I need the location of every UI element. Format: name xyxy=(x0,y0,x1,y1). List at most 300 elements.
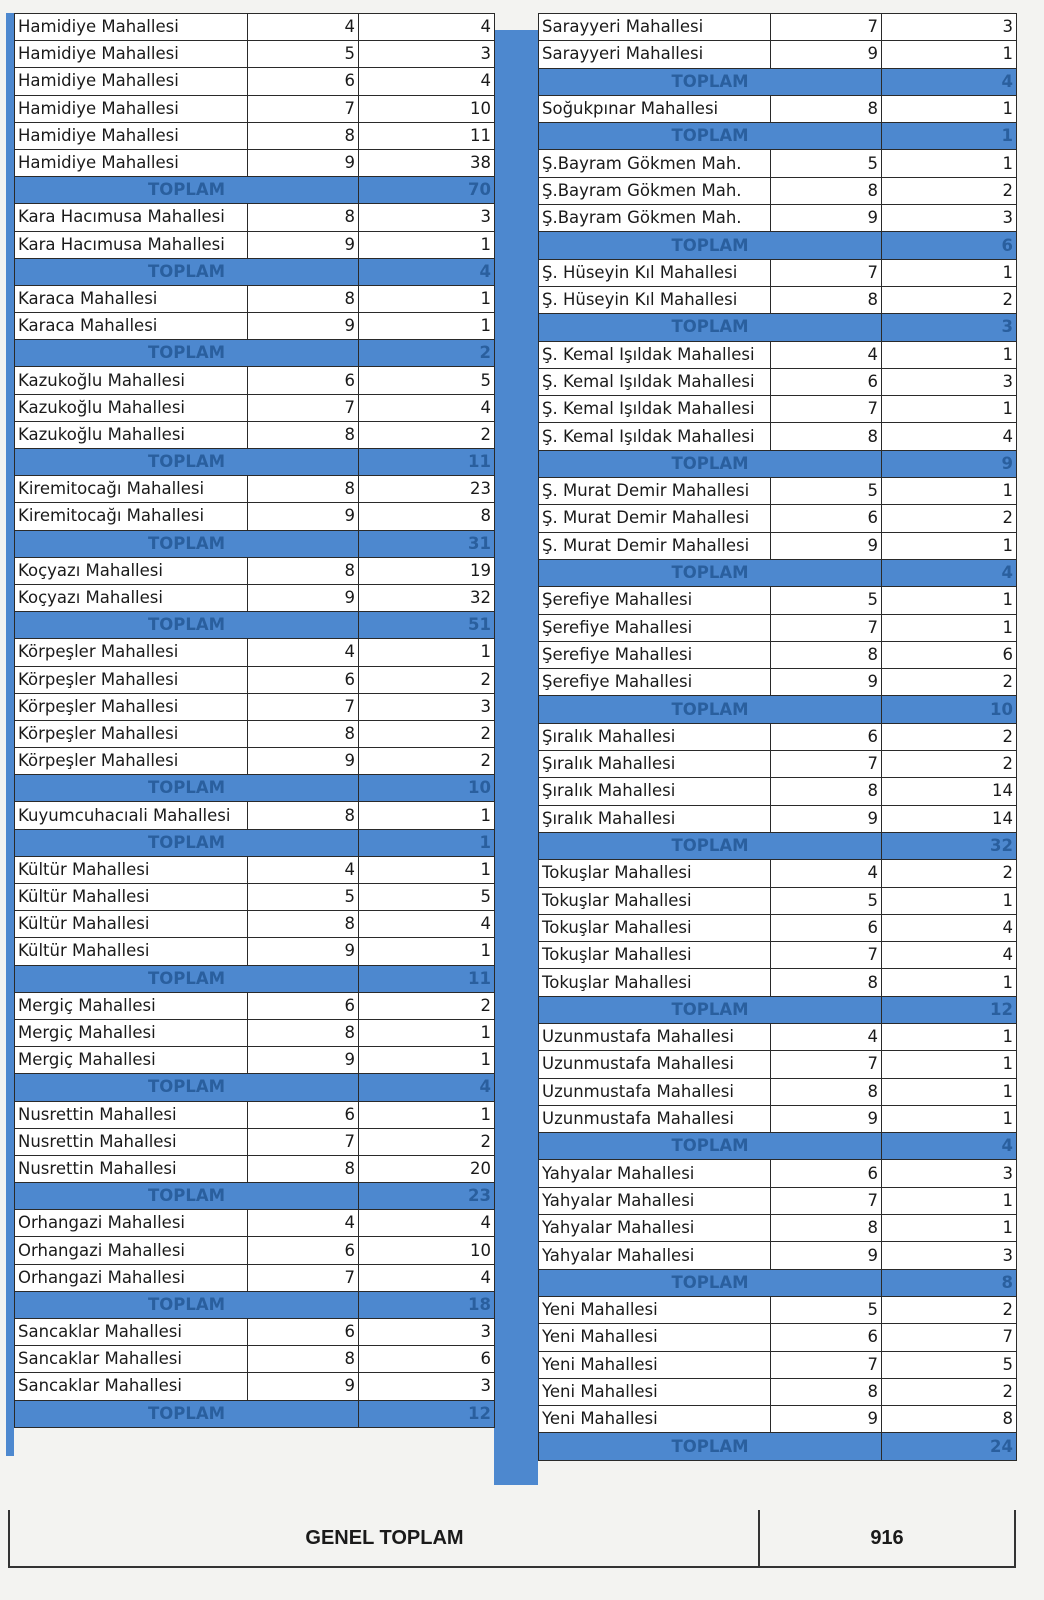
category-number: 7 xyxy=(248,95,359,122)
category-number: 9 xyxy=(248,748,359,775)
table-row xyxy=(15,68,495,95)
table-row xyxy=(15,1264,495,1291)
neighborhood-name: Orhangazi Mahallesi xyxy=(15,1264,248,1291)
total-value: 10 xyxy=(882,696,1017,723)
total-row xyxy=(539,1433,1017,1460)
neighborhood-name: Şerefiye Mahallesi xyxy=(539,669,771,696)
count-value: 1 xyxy=(882,1023,1017,1050)
category-number: 6 xyxy=(771,723,882,750)
total-row xyxy=(15,1291,495,1318)
count-value: 1 xyxy=(882,1215,1017,1242)
table-row xyxy=(539,914,1017,941)
table-row xyxy=(15,884,495,911)
right-table xyxy=(538,13,1017,1461)
neighborhood-name: Ş. Hüseyin Kıl Mahallesi xyxy=(539,286,771,313)
neighborhood-name: Yahyalar Mahallesi xyxy=(539,1215,771,1242)
total-row xyxy=(539,696,1017,723)
neighborhood-name: Kazukoğlu Mahallesi xyxy=(15,421,248,448)
total-row xyxy=(539,832,1017,859)
total-label: TOPLAM xyxy=(15,829,359,856)
table-row xyxy=(539,368,1017,395)
count-value: 10 xyxy=(359,95,495,122)
count-value: 1 xyxy=(882,478,1017,505)
category-number: 8 xyxy=(248,204,359,231)
table-row xyxy=(539,1351,1017,1378)
table-row xyxy=(539,669,1017,696)
category-number: 6 xyxy=(771,1160,882,1187)
table-row xyxy=(15,693,495,720)
count-value: 6 xyxy=(882,641,1017,668)
category-number: 7 xyxy=(771,942,882,969)
neighborhood-name: Kara Hacımusa Mahallesi xyxy=(15,231,248,258)
total-value: 8 xyxy=(882,1269,1017,1296)
count-value: 2 xyxy=(882,505,1017,532)
count-value: 10 xyxy=(359,1237,495,1264)
category-number: 7 xyxy=(771,1187,882,1214)
total-label: TOPLAM xyxy=(15,1074,359,1101)
count-value: 1 xyxy=(882,396,1017,423)
category-number: 8 xyxy=(248,1019,359,1046)
neighborhood-name: Körpeşler Mahallesi xyxy=(15,720,248,747)
table-row xyxy=(15,1210,495,1237)
grand-total-row xyxy=(9,1510,1015,1567)
table-row xyxy=(539,396,1017,423)
table-row xyxy=(539,1051,1017,1078)
table-row xyxy=(539,423,1017,450)
neighborhood-name: Hamidiye Mahallesi xyxy=(15,95,248,122)
table-row xyxy=(15,1019,495,1046)
category-number: 4 xyxy=(771,341,882,368)
table-row xyxy=(15,1101,495,1128)
total-row xyxy=(15,829,495,856)
count-value: 14 xyxy=(882,805,1017,832)
table-row xyxy=(539,1296,1017,1323)
total-label: TOPLAM xyxy=(539,696,882,723)
table-row xyxy=(15,503,495,530)
count-value: 2 xyxy=(359,666,495,693)
neighborhood-name: Yeni Mahallesi xyxy=(539,1406,771,1433)
total-label: TOPLAM xyxy=(539,232,882,259)
count-value: 2 xyxy=(359,748,495,775)
neighborhood-name: Yahyalar Mahallesi xyxy=(539,1160,771,1187)
table-row xyxy=(539,150,1017,177)
count-value: 4 xyxy=(359,1210,495,1237)
table-row xyxy=(539,1160,1017,1187)
category-number: 5 xyxy=(771,887,882,914)
total-row xyxy=(15,340,495,367)
category-number: 6 xyxy=(248,1319,359,1346)
neighborhood-name: Kültür Mahallesi xyxy=(15,938,248,965)
category-number: 8 xyxy=(771,641,882,668)
table-row xyxy=(539,1215,1017,1242)
count-value: 5 xyxy=(359,884,495,911)
count-value: 23 xyxy=(359,476,495,503)
category-number: 7 xyxy=(248,394,359,421)
count-value: 4 xyxy=(359,394,495,421)
table-row xyxy=(539,177,1017,204)
table-row xyxy=(15,1128,495,1155)
count-value: 1 xyxy=(359,1019,495,1046)
count-value: 2 xyxy=(882,751,1017,778)
category-number: 8 xyxy=(771,286,882,313)
table-row xyxy=(15,639,495,666)
table-row xyxy=(539,259,1017,286)
count-value: 2 xyxy=(882,177,1017,204)
category-number: 8 xyxy=(248,285,359,312)
neighborhood-name: Ş. Murat Demir Mahallesi xyxy=(539,505,771,532)
count-value: 1 xyxy=(359,1101,495,1128)
total-row xyxy=(539,68,1017,95)
total-value: 9 xyxy=(882,450,1017,477)
total-label: TOPLAM xyxy=(15,258,359,285)
neighborhood-name: Tokuşlar Mahallesi xyxy=(539,914,771,941)
count-value: 1 xyxy=(359,231,495,258)
category-number: 8 xyxy=(248,476,359,503)
count-value: 1 xyxy=(359,1047,495,1074)
total-value: 31 xyxy=(359,530,495,557)
table-row xyxy=(539,14,1017,41)
neighborhood-name: Sancaklar Mahallesi xyxy=(15,1346,248,1373)
total-label: TOPLAM xyxy=(539,996,882,1023)
table-row xyxy=(539,1406,1017,1433)
total-label: TOPLAM xyxy=(15,340,359,367)
neighborhood-name: Kiremitocağı Mahallesi xyxy=(15,476,248,503)
neighborhood-name: Ş.Bayram Gökmen Mah. xyxy=(539,177,771,204)
category-number: 8 xyxy=(771,969,882,996)
category-number: 8 xyxy=(248,557,359,584)
count-value: 1 xyxy=(882,1051,1017,1078)
table-row xyxy=(15,41,495,68)
neighborhood-name: Nusrettin Mahallesi xyxy=(15,1155,248,1182)
table-row xyxy=(539,614,1017,641)
total-row xyxy=(15,1400,495,1427)
neighborhood-name: Kazukoğlu Mahallesi xyxy=(15,367,248,394)
table-row xyxy=(539,95,1017,122)
category-number: 6 xyxy=(771,1324,882,1351)
total-label: TOPLAM xyxy=(15,530,359,557)
category-number: 5 xyxy=(771,150,882,177)
count-value: 3 xyxy=(882,1160,1017,1187)
table-row xyxy=(15,95,495,122)
total-label: TOPLAM xyxy=(15,1183,359,1210)
total-value: 4 xyxy=(359,1074,495,1101)
category-number: 8 xyxy=(248,1346,359,1373)
table-row xyxy=(15,1346,495,1373)
count-value: 1 xyxy=(882,341,1017,368)
count-value: 3 xyxy=(359,1373,495,1400)
neighborhood-name: Yahyalar Mahallesi xyxy=(539,1242,771,1269)
total-row xyxy=(539,314,1017,341)
count-value: 2 xyxy=(359,720,495,747)
count-value: 4 xyxy=(359,14,495,41)
category-number: 6 xyxy=(248,1237,359,1264)
neighborhood-name: Hamidiye Mahallesi xyxy=(15,68,248,95)
count-value: 2 xyxy=(359,1128,495,1155)
neighborhood-name: Şerefiye Mahallesi xyxy=(539,587,771,614)
total-value: 2 xyxy=(359,340,495,367)
total-row xyxy=(539,450,1017,477)
total-row xyxy=(15,612,495,639)
count-value: 20 xyxy=(359,1155,495,1182)
total-value: 6 xyxy=(882,232,1017,259)
total-label: TOPLAM xyxy=(539,314,882,341)
neighborhood-name: Kültür Mahallesi xyxy=(15,911,248,938)
left-gutter-bar xyxy=(6,13,14,1456)
total-row xyxy=(539,1269,1017,1296)
total-label: TOPLAM xyxy=(15,449,359,476)
total-label: TOPLAM xyxy=(539,68,882,95)
total-label: TOPLAM xyxy=(539,1433,882,1460)
neighborhood-name: Kuyumcuhacıali Mahallesi xyxy=(15,802,248,829)
table-row xyxy=(539,1378,1017,1405)
neighborhood-name: Ş. Kemal Işıldak Mahallesi xyxy=(539,396,771,423)
neighborhood-name: Kültür Mahallesi xyxy=(15,884,248,911)
category-number: 4 xyxy=(248,14,359,41)
neighborhood-name: Şıralık Mahallesi xyxy=(539,723,771,750)
table-row xyxy=(15,938,495,965)
category-number: 7 xyxy=(771,1051,882,1078)
neighborhood-name: Tokuşlar Mahallesi xyxy=(539,969,771,996)
count-value: 4 xyxy=(359,1264,495,1291)
neighborhood-name: Koçyazı Mahallesi xyxy=(15,557,248,584)
neighborhood-name: Koçyazı Mahallesi xyxy=(15,584,248,611)
table-row xyxy=(15,394,495,421)
total-value: 32 xyxy=(882,832,1017,859)
category-number: 9 xyxy=(771,532,882,559)
category-number: 9 xyxy=(248,313,359,340)
neighborhood-name: Körpeşler Mahallesi xyxy=(15,693,248,720)
total-value: 10 xyxy=(359,775,495,802)
total-value: 18 xyxy=(359,1291,495,1318)
table-row xyxy=(539,505,1017,532)
neighborhood-name: Uzunmustafa Mahallesi xyxy=(539,1023,771,1050)
neighborhood-name: Körpeşler Mahallesi xyxy=(15,666,248,693)
count-value: 3 xyxy=(882,14,1017,41)
neighborhood-name: Şıralık Mahallesi xyxy=(539,751,771,778)
count-value: 5 xyxy=(882,1351,1017,1378)
neighborhood-name: Nusrettin Mahallesi xyxy=(15,1128,248,1155)
total-row xyxy=(15,775,495,802)
count-value: 2 xyxy=(882,1378,1017,1405)
category-number: 5 xyxy=(771,478,882,505)
neighborhood-name: Kültür Mahallesi xyxy=(15,856,248,883)
category-number: 8 xyxy=(248,421,359,448)
neighborhood-name: Yeni Mahallesi xyxy=(539,1378,771,1405)
count-value: 2 xyxy=(882,1296,1017,1323)
total-label: TOPLAM xyxy=(539,1269,882,1296)
category-number: 7 xyxy=(771,614,882,641)
table-row xyxy=(539,778,1017,805)
total-value: 51 xyxy=(359,612,495,639)
neighborhood-name: Ş. Kemal Işıldak Mahallesi xyxy=(539,423,771,450)
neighborhood-name: Körpeşler Mahallesi xyxy=(15,748,248,775)
neighborhood-name: Yahyalar Mahallesi xyxy=(539,1187,771,1214)
category-number: 9 xyxy=(771,1105,882,1132)
count-value: 1 xyxy=(882,532,1017,559)
table-row xyxy=(15,911,495,938)
neighborhood-name: Ş. Murat Demir Mahallesi xyxy=(539,532,771,559)
category-number: 7 xyxy=(248,693,359,720)
count-value: 2 xyxy=(359,421,495,448)
table-row xyxy=(539,341,1017,368)
count-value: 3 xyxy=(359,41,495,68)
count-value: 1 xyxy=(882,614,1017,641)
category-number: 7 xyxy=(771,259,882,286)
neighborhood-name: Uzunmustafa Mahallesi xyxy=(539,1105,771,1132)
table-row xyxy=(539,1187,1017,1214)
table-row xyxy=(15,992,495,1019)
count-value: 4 xyxy=(882,914,1017,941)
category-number: 9 xyxy=(248,503,359,530)
neighborhood-name: Nusrettin Mahallesi xyxy=(15,1101,248,1128)
count-value: 4 xyxy=(882,423,1017,450)
neighborhood-name: Karaca Mahallesi xyxy=(15,313,248,340)
count-value: 2 xyxy=(882,286,1017,313)
table-row xyxy=(539,1078,1017,1105)
count-value: 1 xyxy=(882,150,1017,177)
left-table xyxy=(14,13,495,1428)
table-row xyxy=(539,532,1017,559)
neighborhood-name: Karaca Mahallesi xyxy=(15,285,248,312)
total-label: TOPLAM xyxy=(15,1400,359,1427)
total-value: 4 xyxy=(882,559,1017,586)
total-row xyxy=(539,1133,1017,1160)
table-row xyxy=(15,14,495,41)
category-number: 7 xyxy=(771,751,882,778)
count-value: 3 xyxy=(359,693,495,720)
neighborhood-name: Ş.Bayram Gökmen Mah. xyxy=(539,150,771,177)
count-value: 1 xyxy=(882,1187,1017,1214)
total-value: 11 xyxy=(359,449,495,476)
count-value: 3 xyxy=(882,1242,1017,1269)
count-value: 4 xyxy=(359,911,495,938)
count-value: 4 xyxy=(882,942,1017,969)
table-row xyxy=(15,285,495,312)
table-row xyxy=(15,748,495,775)
neighborhood-name: Körpeşler Mahallesi xyxy=(15,639,248,666)
neighborhood-name: Mergiç Mahallesi xyxy=(15,1047,248,1074)
total-row xyxy=(15,449,495,476)
category-number: 8 xyxy=(771,423,882,450)
neighborhood-name: Sarayyeri Mahallesi xyxy=(539,14,771,41)
table-row xyxy=(15,122,495,149)
category-number: 9 xyxy=(771,205,882,232)
category-number: 9 xyxy=(248,584,359,611)
category-number: 9 xyxy=(248,938,359,965)
middle-gutter-white xyxy=(494,13,538,30)
neighborhood-name: Uzunmustafa Mahallesi xyxy=(539,1078,771,1105)
grand-total-label: GENEL TOPLAM xyxy=(9,1510,759,1567)
neighborhood-name: Mergiç Mahallesi xyxy=(15,992,248,1019)
category-number: 4 xyxy=(248,1210,359,1237)
grand-total-value: 916 xyxy=(759,1510,1015,1567)
count-value: 32 xyxy=(359,584,495,611)
count-value: 1 xyxy=(359,802,495,829)
total-value: 4 xyxy=(882,68,1017,95)
table-row xyxy=(15,557,495,584)
table-row xyxy=(539,478,1017,505)
neighborhood-name: Mergiç Mahallesi xyxy=(15,1019,248,1046)
total-row xyxy=(15,1183,495,1210)
category-number: 6 xyxy=(771,505,882,532)
count-value: 1 xyxy=(882,41,1017,68)
neighborhood-name: Tokuşlar Mahallesi xyxy=(539,860,771,887)
table-row xyxy=(15,666,495,693)
count-value: 1 xyxy=(882,259,1017,286)
count-value: 1 xyxy=(882,1078,1017,1105)
category-number: 9 xyxy=(771,669,882,696)
category-number: 7 xyxy=(771,396,882,423)
count-value: 1 xyxy=(359,856,495,883)
table-row xyxy=(539,887,1017,914)
table-row xyxy=(15,204,495,231)
category-number: 4 xyxy=(771,860,882,887)
count-value: 1 xyxy=(359,313,495,340)
category-number: 6 xyxy=(771,914,882,941)
neighborhood-name: Ş. Kemal Işıldak Mahallesi xyxy=(539,341,771,368)
total-value: 12 xyxy=(359,1400,495,1427)
table-row xyxy=(539,723,1017,750)
category-number: 5 xyxy=(771,1296,882,1323)
category-number: 9 xyxy=(248,1373,359,1400)
count-value: 1 xyxy=(359,938,495,965)
table-row xyxy=(15,1155,495,1182)
category-number: 9 xyxy=(771,41,882,68)
total-label: TOPLAM xyxy=(539,123,882,150)
neighborhood-name: Orhangazi Mahallesi xyxy=(15,1210,248,1237)
total-value: 23 xyxy=(359,1183,495,1210)
total-value: 4 xyxy=(882,1133,1017,1160)
left-table-body xyxy=(15,14,495,1428)
total-value: 70 xyxy=(359,177,495,204)
category-number: 9 xyxy=(771,1406,882,1433)
neighborhood-name: Tokuşlar Mahallesi xyxy=(539,887,771,914)
count-value: 4 xyxy=(359,68,495,95)
category-number: 8 xyxy=(248,1155,359,1182)
neighborhood-name: Şerefiye Mahallesi xyxy=(539,614,771,641)
category-number: 8 xyxy=(771,778,882,805)
category-number: 7 xyxy=(771,1351,882,1378)
category-number: 6 xyxy=(248,367,359,394)
total-value: 12 xyxy=(882,996,1017,1023)
neighborhood-name: Ş.Bayram Gökmen Mah. xyxy=(539,205,771,232)
total-value: 24 xyxy=(882,1433,1017,1460)
table-row xyxy=(539,286,1017,313)
table-row xyxy=(539,205,1017,232)
count-value: 1 xyxy=(882,587,1017,614)
category-number: 9 xyxy=(771,805,882,832)
category-number: 4 xyxy=(248,639,359,666)
neighborhood-name: Şıralık Mahallesi xyxy=(539,805,771,832)
table-row xyxy=(539,587,1017,614)
count-value: 1 xyxy=(359,285,495,312)
neighborhood-name: Uzunmustafa Mahallesi xyxy=(539,1051,771,1078)
category-number: 5 xyxy=(248,41,359,68)
table-row xyxy=(15,421,495,448)
total-value: 11 xyxy=(359,965,495,992)
total-label: TOPLAM xyxy=(539,1133,882,1160)
total-label: TOPLAM xyxy=(15,965,359,992)
count-value: 2 xyxy=(882,723,1017,750)
table-row xyxy=(539,1242,1017,1269)
category-number: 6 xyxy=(248,1101,359,1128)
count-value: 19 xyxy=(359,557,495,584)
table-row xyxy=(539,641,1017,668)
count-value: 2 xyxy=(359,992,495,1019)
category-number: 6 xyxy=(248,992,359,1019)
count-value: 14 xyxy=(882,778,1017,805)
neighborhood-name: Hamidiye Mahallesi xyxy=(15,122,248,149)
